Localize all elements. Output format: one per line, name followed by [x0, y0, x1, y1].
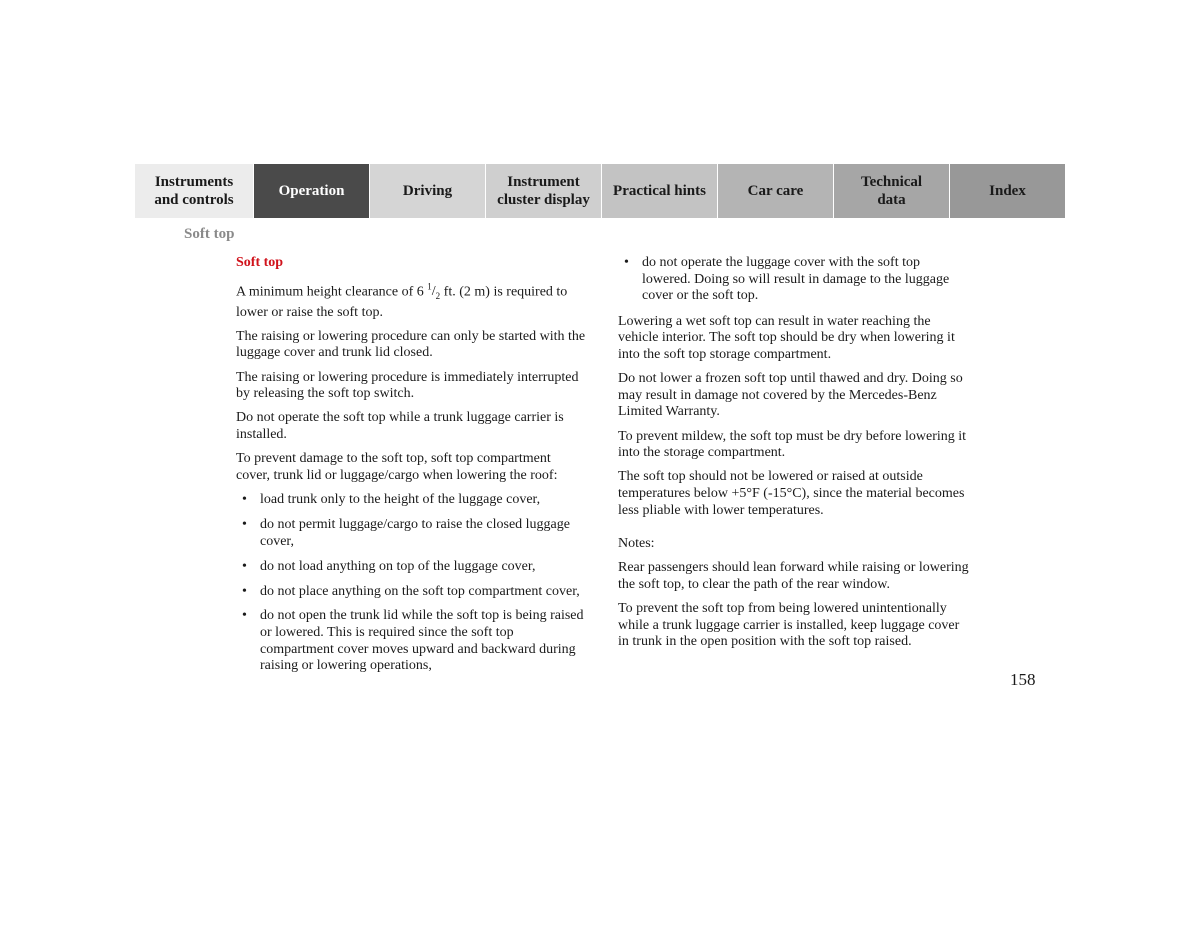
tab-index[interactable]: Index: [949, 164, 1065, 218]
list-item: • do not open the trunk lid while the soft top is being raised or lowered. This is required since the soft top compartment cover moves upward and backward during raising or lowering operations,: [236, 608, 588, 674]
procedure-start-paragraph: The raising or lowering procedure can only be started with the luggage cover and trunk lid closed.: [236, 328, 586, 361]
tab-instruments-and-controls[interactable]: Instruments and controls: [135, 164, 253, 218]
list-item: • do not operate the luggage cover with the soft top lowered. Doing so will result in damage to the luggage cover or the soft top.: [618, 255, 970, 305]
list-item: • do not place anything on the soft top compartment cover,: [236, 584, 588, 601]
tab-operation[interactable]: Operation: [253, 164, 369, 218]
precaution-list: [236, 492, 588, 675]
height-clearance-paragraph: [236, 279, 588, 322]
mildew-paragraph: To prevent mildew, the soft top must be dry before lowering it into the storage compartment.: [618, 428, 967, 461]
luggage-carrier-paragraph: Do not operate the soft top while a trunk luggage carrier is installed.: [236, 410, 564, 442]
fraction-numerator: 1: [427, 281, 432, 292]
tab-technical-data[interactable]: Technical data: [833, 164, 949, 218]
frozen-soft-top-paragraph: Do not lower a frozen soft top until thawed and dry. Doing so may result in damage not covered by the Mercedes-Benz Limited Warranty.: [618, 371, 963, 420]
list-item: • do not permit luggage/cargo to raise the closed luggage cover,: [236, 517, 588, 550]
right-column: [618, 255, 970, 658]
luggage-cover-paragraph: To prevent the soft top from being lowered unintentionally while a trunk luggage carrier is installed, keep luggage cover in trunk in the open position with the soft top raised.: [618, 601, 960, 650]
fraction-slash: /: [431, 284, 436, 300]
fraction: [427, 281, 441, 302]
text-segment: ft. (2 m) is required to lower or raise the soft top.: [236, 284, 568, 320]
text-segment: A minimum height clearance of 6: [236, 284, 428, 300]
tab-practical-hints[interactable]: Practical hints: [601, 164, 717, 218]
procedure-interrupt-paragraph: The raising or lowering procedure is immediately interrupted by releasing the soft top switch.: [236, 369, 579, 402]
section-label: Soft top: [184, 226, 235, 242]
left-column: [236, 255, 588, 683]
list-item: • do not load anything on top of the luggage cover,: [236, 559, 588, 576]
tab-instrument-cluster-display[interactable]: Instrument cluster display: [485, 164, 601, 218]
section-heading: Soft top: [236, 255, 284, 270]
temperature-paragraph: The soft top should not be lowered or raised at outside temperatures below +5°F (-15°C), since the material becomes less pliable with lower temperatures.: [618, 469, 965, 518]
tab-driving[interactable]: Driving: [369, 164, 485, 218]
notes-label: Notes:: [618, 536, 655, 552]
fraction-denominator: 2: [435, 291, 441, 302]
wet-soft-top-paragraph: Lowering a wet soft top can result in water reaching the vehicle interior. The soft top should be dry when lowering it into the soft top storage compartment.: [618, 313, 955, 362]
chapter-tabs: [135, 164, 1065, 218]
precaution-list-continued: [618, 255, 970, 305]
prevent-damage-paragraph: To prevent damage to the soft top, soft top compartment cover, trunk lid or luggage/cargo when lowering the roof:: [236, 451, 558, 483]
rear-passengers-paragraph: Rear passengers should lean forward while raising or lowering the soft top, to clear the path of the rear window.: [618, 560, 969, 592]
list-item: • load trunk only to the height of the luggage cover,: [236, 492, 588, 509]
tab-car-care[interactable]: Car care: [717, 164, 833, 218]
page-number: 158: [1010, 670, 1036, 689]
